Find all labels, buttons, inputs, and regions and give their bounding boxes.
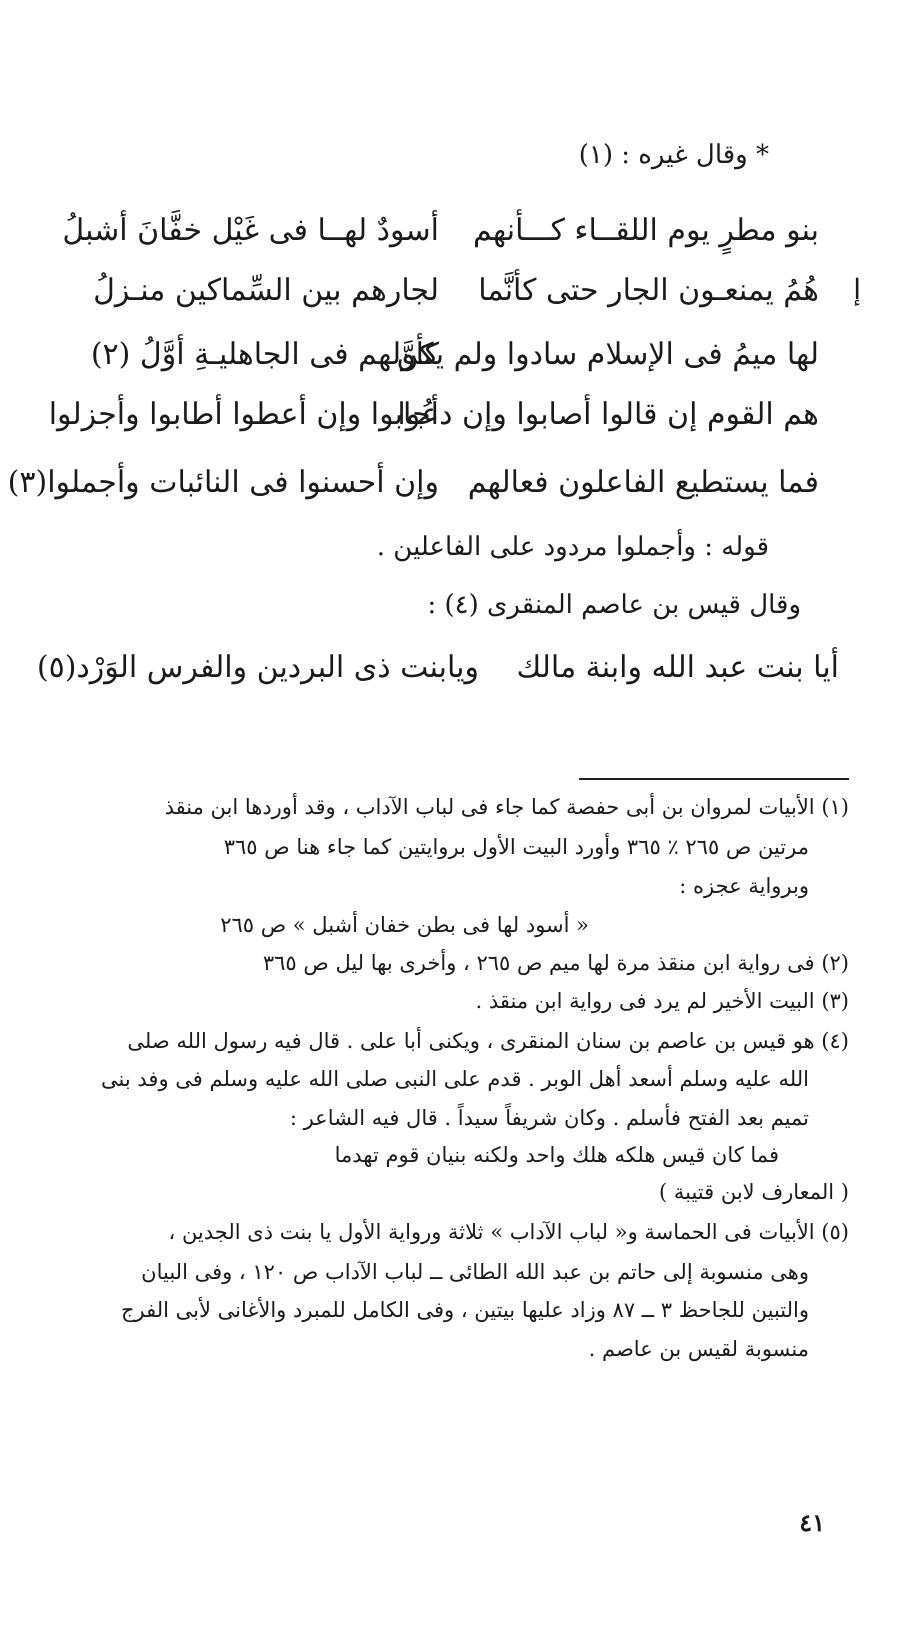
footnote-line: وهى منسوبة إلى حاتم بن عبد الله الطائى ــ لباب الآداب ص ١٢٠ ، وفى البيان [141, 1260, 809, 1284]
footnote-line: (٥) الأبيات فى الحماسة و« لباب الآداب » ثلاثة ورواية الأول يا بنت ذى الجدين ، [168, 1220, 849, 1244]
verse-row [0, 273, 909, 325]
poem-intro-2: وقال قيس بن عاصم المنقرى (٤) : [427, 590, 801, 620]
footnote-line: (٣) البيت الأخير لم يرد فى رواية ابن منقذ . [475, 989, 849, 1013]
footnote-line: (٤) هو قيس بن عاصم بن سنان المنقرى ، ويكنى أبا على . قال فيه رسول الله صلى [127, 1029, 849, 1053]
verse-first-hemistich: هم القوم إن قالوا أصابوا وإن دعُوا [397, 397, 819, 432]
footnote-line: الله عليه وسلم أسعد أهل الوبر . قدم على النبى صلى الله عليه وسلم فى وفد بنى [101, 1067, 809, 1091]
footnote-citation: ( المعارف لابن قتيبة ) [658, 1180, 849, 1204]
footnote-quote: « أسود لها فى بطن خفان أشبل » ص ٢٦٥ [220, 913, 589, 937]
verse-first-hemistich: بنو مطرٍ يوم اللقــاء كـــأنهم [472, 213, 819, 248]
commentary-line: قوله : وأجملوا مردود على الفاعلين . [376, 532, 769, 562]
footnote-line: (١) الأبيات لمروان بن أبى حفصة كما جاء فى لباب الآداب ، وقد أوردها ابن منقذ [164, 795, 849, 819]
footnote-line: وبرواية عجزه : [679, 874, 809, 898]
poem-intro-1: * وقال غيره : (١) [578, 140, 769, 170]
verse-second-hemistich: أجابوا وإن أعطوا أطابوا وأجزلوا [48, 397, 439, 432]
verse-row [0, 213, 909, 265]
verse-first-hemistich: لها ميمُ فى الإسلام سادوا ولم يكن [396, 337, 819, 372]
verse-second-hemistich: لجارهم بين السِّماكين منـزلُ [93, 273, 439, 308]
verse-row [0, 337, 909, 389]
verse-row [0, 465, 909, 517]
footnote-separator [579, 778, 849, 780]
verse-row [0, 397, 909, 449]
page-number: ٤١ [799, 1508, 825, 1537]
verse-second-hemistich: كأوَّلهم فى الجاهليـةِ أوَّلُ (٢) [90, 337, 439, 372]
footnote-line: (٢) فى رواية ابن منقذ مرة لها ميم ص ٢٦٥ ، وأخرى بها ليل ص ٣٦٥ [262, 951, 849, 975]
footnote-line: والتبين للجاحظ ٣ ــ ٨٧ وزاد عليها بيتين ، وفى الكامل للمبرد والأغانى لأبى الفرج [120, 1298, 809, 1322]
footnote-line: تميم بعد الفتح فأسلم . وكان شريفاً سيداً . قال فيه الشاعر : [289, 1106, 809, 1130]
verse-first-hemistich: هُمُ يمنعـون الجار حتى كأنَّما [478, 273, 819, 308]
verse-first-hemistich: أيا بنت عبد الله وابنة مالك [516, 650, 839, 685]
verse-row [0, 650, 909, 702]
verse-first-hemistich: فما يستطيع الفاعلون فعالهم [467, 465, 819, 500]
footnote-line: مرتين ص ٢٦٥ ٪ ٣٦٥ وأورد البيت الأول بروايتين كما جاء هنا ص ٣٦٥ [223, 835, 809, 859]
verse-marker: إ [853, 273, 861, 306]
verse-second-hemistich: أسودٌ لهــا فى غَيْل خفَّانَ أشبلُ [62, 213, 439, 248]
verse-second-hemistich: ويابنت ذى البردين والفرس الوَرْد(٥) [36, 650, 479, 685]
verse-second-hemistich: وإن أحسنوا فى النائبات وأجملوا(٣) [7, 465, 439, 500]
footnote-verse: فما كان قيس هلكه هلك واحد ولكنه بنيان قوم تهدما [334, 1143, 779, 1167]
footnote-line: منسوبة لقيس بن عاصم . [588, 1337, 809, 1361]
